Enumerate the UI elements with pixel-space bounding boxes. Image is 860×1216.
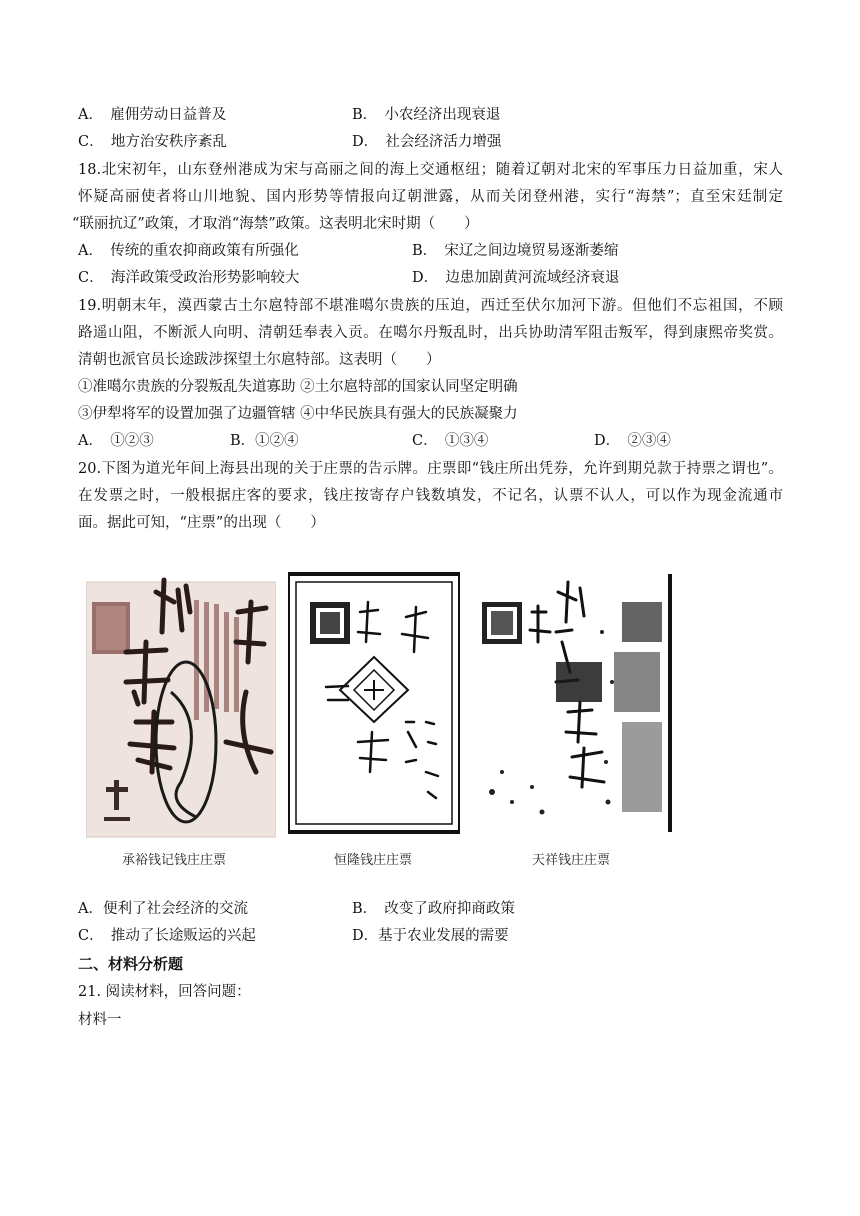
q19-stem-line-2: 路遥山阻，不断派人向明、清朝廷奉表入贡。在噶尔丹叛乱时，出兵协助清军阻击叛军，得到康熙帝奖赏。 xyxy=(78,325,783,341)
caption-henglong: 恒隆钱庄庄票 xyxy=(334,853,413,868)
q20-stem-line-2: 在发票之时，一般根据庄客的要求，钱庄按寄存户钱数填发，不记名，认票不认人，可以作为现金流通市 xyxy=(78,488,783,504)
q19-option-b: B．①②④ xyxy=(230,433,299,449)
q21-material-label: 材料一 xyxy=(78,1012,122,1028)
q17-option-c: C． 地方治安秩序紊乱 xyxy=(78,134,227,150)
q19-item-line-1: ①准噶尔贵族的分裂叛乱失道寡助 ②土尔扈特部的国家认同坚定明确 xyxy=(78,379,518,395)
q20-stem-line-1: 20.下图为道光年间上海县出现的关于庄票的告示牌。庄票即“钱庄所出凭券，允许到期兑款于持票之谓也”。 xyxy=(78,461,783,477)
q19-stem-line-3: 清朝也派官员长途跋涉探望土尔扈特部。这表明（ ） xyxy=(78,352,441,368)
caption-tianxiang: 天祥钱庄庄票 xyxy=(532,853,611,868)
q18-stem-line-3: “联丽抗辽”政策，才取消“海禁”政策。这表明北宋时期（ ） xyxy=(72,216,479,232)
q18-stem-line-2: 怀疑高丽使者将山川地貌、国内形势等情报向辽朝泄露，从而关闭登州港，实行“海禁”；直至宋廷制定 xyxy=(78,189,783,205)
q18-option-b: B． 宋辽之间边境贸易逐渐萎缩 xyxy=(412,243,619,259)
q20-option-d: D．基于农业发展的需要 xyxy=(352,928,509,944)
tianxiang-ticket-image xyxy=(472,572,676,834)
q20-option-a: A．便利了社会经济的交流 xyxy=(78,901,248,917)
q19-option-c: C． ①③④ xyxy=(412,433,489,449)
q18-stem-line-1: 18.北宋初年，山东登州港成为宋与高丽之间的海上交通枢纽；随着辽朝对北宋的军事压力日益加重，宋人 xyxy=(78,162,783,178)
zhuangpiao-figure xyxy=(86,572,676,872)
q21-stem: 21. 阅读材料，回答问题： xyxy=(78,984,251,1000)
q18-option-d: D． 边患加剧黄河流域经济衰退 xyxy=(412,270,620,286)
q20-stem-line-3: 面。据此可知，“庄票”的出现（ ） xyxy=(78,515,325,531)
q20-option-b: B． 改变了政府抑商政策 xyxy=(352,901,515,917)
q19-stem-line-1: 19.明朝末年，漠西蒙古土尔扈特部不堪准噶尔贵族的压迫，西迁至伏尔加河下游。但他们不忘祖国，不顾 xyxy=(78,298,783,314)
q19-item-line-2: ③伊犁将军的设置加强了边疆管辖 ④中华民族具有强大的民族凝聚力 xyxy=(78,406,518,422)
q19-option-d: D． ②③④ xyxy=(594,433,671,449)
chengyu-ticket-image xyxy=(86,572,276,842)
q19-option-a: A． ①②③ xyxy=(78,433,154,449)
q18-option-c: C． 海洋政策受政治形势影响较大 xyxy=(78,270,300,286)
q17-option-d: D． 社会经济活力增强 xyxy=(352,134,502,150)
q17-option-a: A． 雇佣劳动日益普及 xyxy=(78,107,227,123)
section-heading: 二、材料分析题 xyxy=(78,955,184,973)
henglong-ticket-image xyxy=(288,572,460,834)
caption-chengyu: 承裕钱记钱庄庄票 xyxy=(122,853,227,868)
q17-option-b: B． 小农经济出现衰退 xyxy=(352,107,501,123)
q20-option-c: C． 推动了长途贩运的兴起 xyxy=(78,928,256,944)
q18-option-a: A． 传统的重农抑商政策有所强化 xyxy=(78,243,299,259)
